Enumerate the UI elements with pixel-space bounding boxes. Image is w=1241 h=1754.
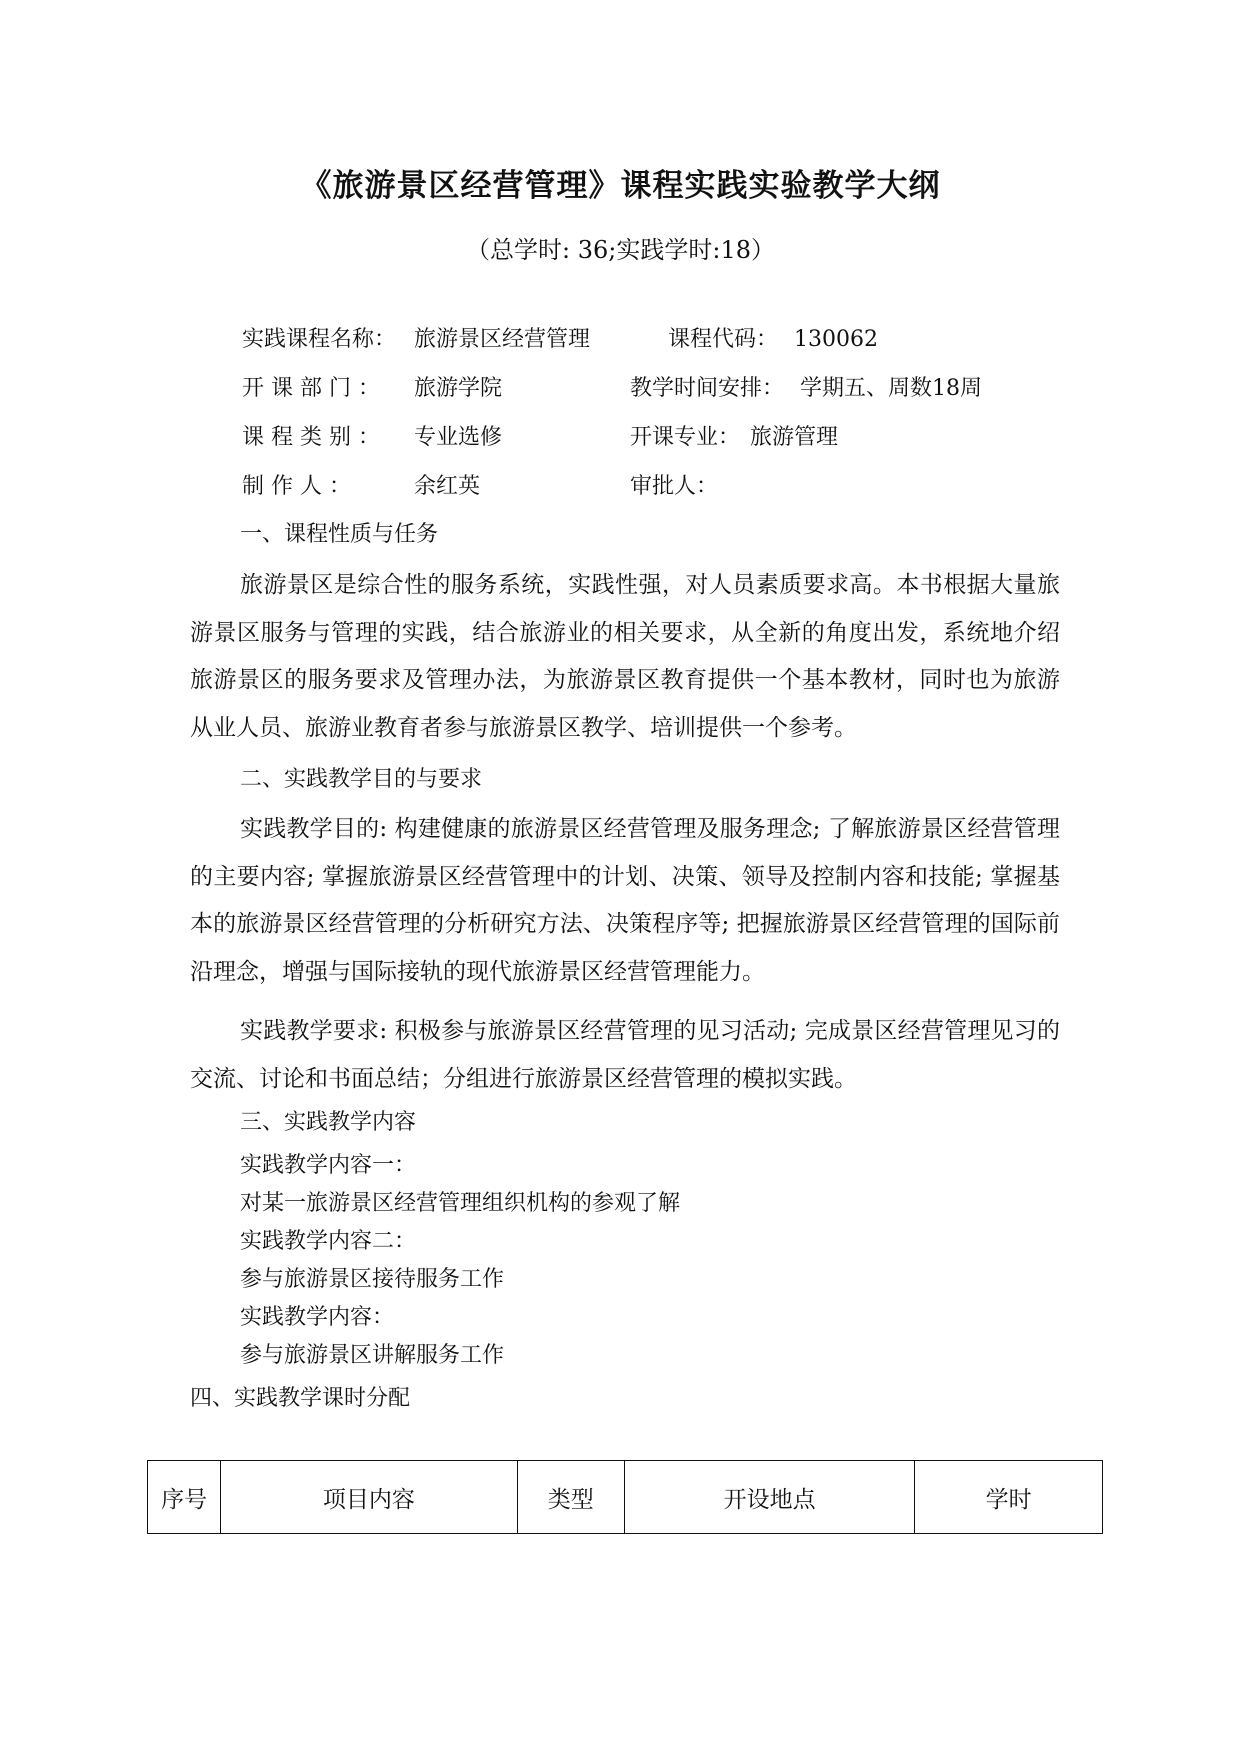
column-header: 类型 [517, 1461, 624, 1534]
content-line: 参与旅游景区接待服务工作 [240, 1267, 505, 1292]
section1-heading: 一、课程性质与任务 [240, 522, 439, 547]
info-value: 专业选修 [414, 425, 503, 450]
content-line: 对某一旅游景区经营管理组织机构的参观了解 [240, 1191, 681, 1216]
info-label-2: 审批人： [630, 474, 719, 499]
document-subtitle: （总学时: 36;实践学时:18） [466, 236, 775, 264]
content-line: 实践教学内容： [240, 1305, 395, 1330]
info-value: 旅游景区经营管理 [414, 327, 591, 352]
info-value-2: 学期五、周数18周 [800, 376, 982, 401]
info-label: 开 课 部 门 ： [242, 376, 380, 401]
document-title: 《旅游景区经营管理》课程实践实验教学大纲 [300, 168, 941, 204]
info-value-2: 旅游管理 [750, 425, 839, 450]
section1-paragraph: 旅游景区是综合性的服务系统，实践性强，对人员素质要求高。本书根据大量旅游景区服务与管理的实践，结合旅游业的相关要求，从全新的角度出发，系统地介绍旅游景区的服务要求及管理办法，为旅游景区教育提供一个基本教材，同时也为旅游从业人员、旅游业教育者参与旅游景区教学、培训提供一个参考。 [190, 572, 1060, 741]
section4-heading: 四、实践教学课时分配 [190, 1386, 411, 1411]
content-line: 实践教学内容一： [240, 1153, 417, 1178]
info-value: 余红英 [414, 474, 481, 499]
info-label-2: 开课专业： [630, 425, 741, 450]
section2-requirement-paragraph: 实践教学要求: 积极参与旅游景区经营管理的见习活动; 完成景区经营管理见习的交流、讨论和书面总结；分组进行旅游景区经营管理的模拟实践。 [190, 1018, 1060, 1092]
column-header: 学时 [915, 1461, 1103, 1534]
info-label-2: 教学时间安排： [630, 376, 785, 401]
info-value: 旅游学院 [414, 376, 503, 401]
section3-heading: 三、实践教学内容 [240, 1110, 417, 1135]
column-header: 序号 [148, 1461, 221, 1534]
section2-heading: 二、实践教学目的与要求 [240, 767, 483, 792]
info-label: 课 程 类 别 ： [242, 425, 380, 450]
column-header: 项目内容 [221, 1461, 517, 1534]
info-label: 制 作 人 ： [242, 474, 351, 499]
section2-goal-paragraph: 实践教学目的: 构建健康的旅游景区经营管理及服务理念; 了解旅游景区经营管理的主要内容; 掌握旅游景区经营管理中的计划、决策、领导及控制内容和技能; 掌握基本的旅游景区经营管理的分析研究方法、决策程序等; 把握旅游景区经营管理的国际前沿理念，增强与国际接轨的现代旅游景区经营管理能力。 [190, 816, 1060, 985]
column-header: 开设地点 [624, 1461, 914, 1534]
content-line: 实践教学内容二： [240, 1229, 417, 1254]
info-value-2: 130062 [794, 327, 878, 352]
info-label-2: 课程代码： [668, 327, 779, 352]
hours-allocation-table [147, 1460, 1103, 1534]
content-line: 参与旅游景区讲解服务工作 [240, 1343, 505, 1368]
table-header-row [148, 1461, 1103, 1534]
info-label: 实践课程名称： [242, 327, 397, 352]
